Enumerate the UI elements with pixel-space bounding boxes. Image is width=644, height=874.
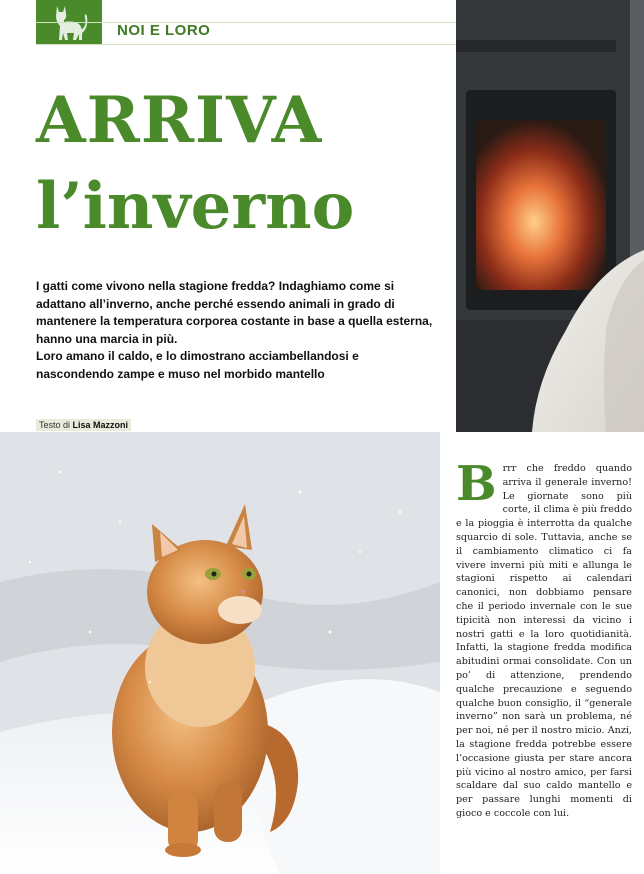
headline-line-2: l’inverno bbox=[36, 169, 355, 244]
article-text: rrr che freddo quando arriva il generale inverno! Le giornate sono più corte, il clima è più freddo e la pioggia è interrotta da qualche squarcio di sole. Tuttavia, anche se il cambiamento climatico ci fa vivere inverni più miti e allunga le stagioni rispetto ai calendari canonici, non dobbiamo pensare che il periodo invernale con le sue tipicità non interessi da vicino i nostri gatti e la loro quotidianità. Infatti, la stagione fredda modifica abitudini ormai consolidate. Con un po’ di attenzione, prendendo qualche precauzione e seguendo qualche buon consiglio, il “generale inverno” non sarà un problema, né per noi, né per il nostro micio. Anzi, la stagione fredda potrebbe essere l’occasione giusta per stare ancora più vicino al nostro amico, per farsi scaldare dal suo caldo mantello e per passare lunghi momenti di gioco e coccole con lui. bbox=[456, 463, 632, 819]
headline bbox=[36, 78, 446, 250]
fireplace-illustration bbox=[456, 0, 644, 432]
byline-author: Lisa Mazzoni bbox=[72, 420, 129, 430]
cat-in-snow-illustration bbox=[0, 432, 440, 874]
lead-text bbox=[36, 278, 436, 383]
article-body bbox=[456, 456, 632, 821]
cat-photo bbox=[0, 432, 440, 874]
section-label: NOI E LORO bbox=[117, 22, 211, 39]
byline-prefix: Testo di bbox=[39, 420, 71, 430]
lead-paragraph-1: I gatti come vivono nella stagione fredda? Indaghiamo come si adattano all’inverno, anche perché essendo animali in grado di mantenere la temperatura corporea costante in base a quella esterna, hanno una marcia in più. bbox=[36, 279, 433, 346]
byline bbox=[36, 419, 131, 431]
drop-cap: B bbox=[456, 456, 497, 512]
header-rule-top bbox=[36, 22, 456, 23]
header-rule-bottom bbox=[36, 44, 456, 45]
headline-line-1: ARRIVA bbox=[36, 83, 323, 158]
lead-paragraph-2: Loro amano il caldo, e lo dimostrano acciambellandosi e nascondendo zampe e muso nel morbido mantello bbox=[36, 349, 359, 381]
fireplace-photo bbox=[456, 0, 644, 432]
